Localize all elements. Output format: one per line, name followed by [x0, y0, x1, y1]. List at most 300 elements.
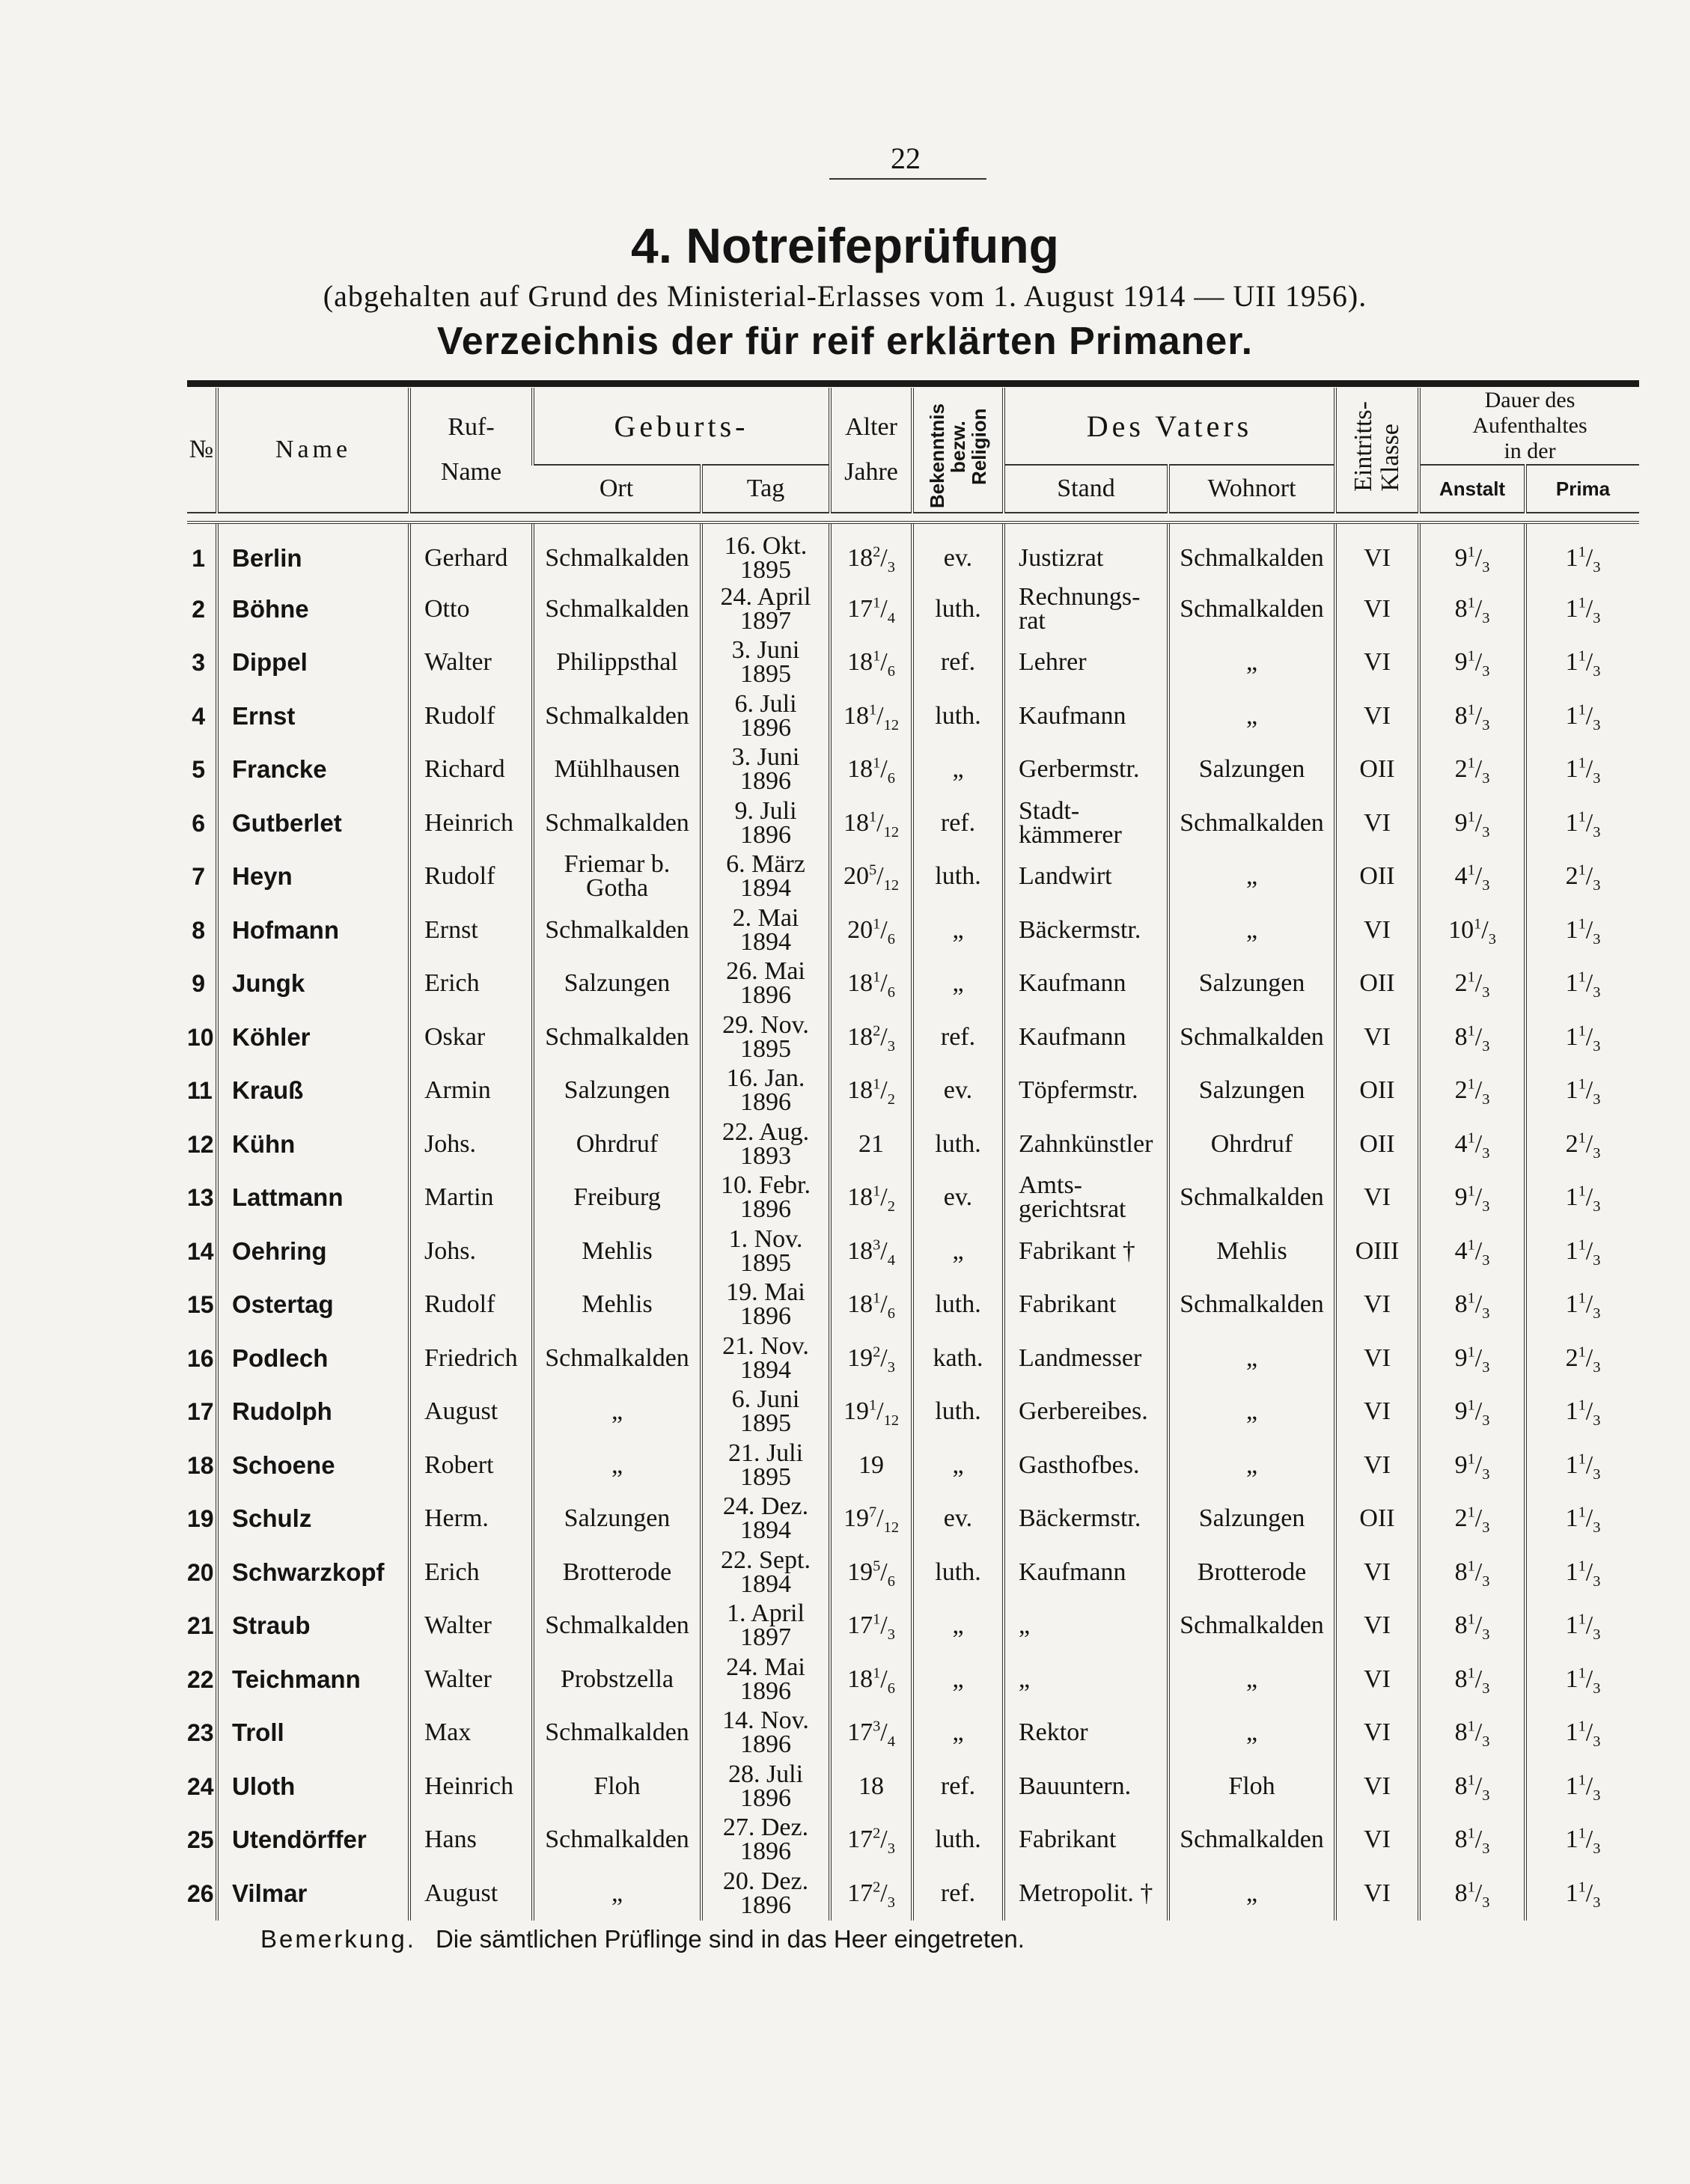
cell-wohnort: „: [1168, 1653, 1335, 1706]
cell-tag-year: 1895: [740, 1409, 791, 1438]
prima-denominator: 3: [1593, 1251, 1601, 1269]
alter-denominator: 6: [887, 1305, 895, 1323]
cell-stand: Kaufmann: [1004, 689, 1168, 743]
alter-denominator: 12: [883, 877, 900, 894]
prima-numerator: 1: [1578, 1129, 1586, 1147]
prima-denominator: 3: [1593, 984, 1601, 1001]
anstalt-slash: /: [1474, 1772, 1483, 1800]
alter-numerator: 1: [873, 1290, 881, 1307]
prima-slash: /: [1585, 1825, 1593, 1854]
table-row: [187, 1760, 1639, 1814]
cell-name: Troll: [217, 1706, 409, 1760]
prima-denominator: 3: [1593, 1840, 1601, 1858]
anstalt-denominator: 3: [1482, 1840, 1490, 1858]
anstalt-denominator: 3: [1482, 558, 1490, 576]
anstalt-denominator: 3: [1482, 1037, 1490, 1055]
anstalt-denominator: 3: [1482, 1894, 1490, 1911]
alter-whole: 17: [847, 594, 873, 623]
cell-tag: [701, 1117, 830, 1171]
cell-wohnort: „: [1168, 636, 1335, 690]
cell-stand: Landmesser: [1004, 1332, 1168, 1385]
prima-whole: 1: [1565, 1183, 1578, 1212]
alter-slash: /: [880, 544, 888, 572]
alter-whole: 19: [858, 1451, 884, 1479]
anstalt-whole: 8: [1454, 1665, 1468, 1693]
alter-slash: /: [880, 594, 888, 623]
anstalt-whole: 8: [1454, 1718, 1468, 1747]
cell-stand: Gerbereibes.: [1004, 1385, 1168, 1439]
header-alter-line2: Jahre: [844, 458, 898, 486]
cell-bekenntnis: luth.: [912, 582, 1004, 636]
cell-stand: Kaufmann: [1004, 1546, 1168, 1599]
anstalt-slash: /: [1474, 755, 1483, 784]
cell-name: Teichmann: [217, 1653, 409, 1706]
alter-numerator: 2: [873, 1343, 881, 1361]
cell-klasse: VI: [1335, 1867, 1419, 1921]
cell-nr: 10: [187, 1023, 214, 1051]
table-body: [187, 522, 1639, 1921]
alter-numerator: 1: [873, 969, 881, 986]
cell-prima: [1525, 1492, 1639, 1546]
prima-slash: /: [1585, 969, 1593, 998]
cell-klasse: OII: [1335, 850, 1419, 904]
anstalt-slash: /: [1474, 1397, 1483, 1426]
cell-nr: 20: [187, 1558, 214, 1586]
cell-stand: Gerbermstr.: [1004, 743, 1168, 797]
alter-slash: /: [880, 1665, 888, 1693]
cell-tag-day: 14. Nov.: [722, 1706, 809, 1735]
alter-numerator: 1: [868, 1397, 877, 1414]
cell-name: Lattmann: [217, 1171, 409, 1225]
cell-klasse: OII: [1335, 1064, 1419, 1118]
alter-numerator: 1: [873, 594, 881, 611]
alter-slash: /: [880, 1343, 888, 1372]
cell-stand: Metropolit. †: [1004, 1867, 1168, 1921]
prima-denominator: 3: [1593, 930, 1601, 948]
cell-name: Vilmar: [217, 1867, 409, 1921]
header-dauer-line2: Aufenthaltes: [1472, 413, 1587, 438]
anstalt-numerator: 1: [1467, 1183, 1475, 1200]
cell-prima: [1525, 1760, 1639, 1814]
cell-ort: Mehlis: [533, 1278, 701, 1332]
alter-whole: 18: [847, 969, 873, 998]
prima-slash: /: [1585, 1290, 1593, 1319]
anstalt-denominator: 3: [1482, 1465, 1490, 1483]
cell-bekenntnis: ev.: [912, 1064, 1004, 1118]
cell-prima: [1525, 1064, 1639, 1118]
anstalt-whole: 2: [1454, 1076, 1468, 1105]
cell-nr: 6: [192, 809, 205, 837]
cell-klasse: VI: [1335, 1599, 1419, 1653]
cell-anstalt: [1419, 689, 1525, 743]
cell-tag: [701, 636, 830, 690]
prima-slash: /: [1585, 1343, 1593, 1372]
cell-alter: [830, 1117, 912, 1171]
anstalt-whole: 2: [1454, 969, 1468, 998]
cell-bekenntnis: ref.: [912, 636, 1004, 690]
cell-tag-day: 1. Nov.: [728, 1224, 803, 1253]
cell-rufname: August: [409, 1385, 533, 1439]
header-eintritts: [1335, 388, 1419, 513]
anstalt-numerator: 1: [1467, 808, 1475, 826]
anstalt-whole: 9: [1454, 1343, 1468, 1372]
cell-nr: 5: [192, 756, 205, 784]
cell-anstalt: [1419, 1278, 1525, 1332]
cell-name: Schoene: [217, 1439, 409, 1492]
cell-bekenntnis: „: [912, 1706, 1004, 1760]
alter-denominator: 12: [883, 823, 900, 841]
cell-tag-year: 1896: [740, 1891, 791, 1919]
cell-tag: [701, 1064, 830, 1118]
cell-nr: 15: [187, 1291, 214, 1319]
cell-rufname: Otto: [409, 582, 533, 636]
prima-whole: 1: [1565, 969, 1578, 998]
cell-alter: [830, 957, 912, 1011]
alter-whole: 17: [847, 1718, 873, 1747]
prima-denominator: 3: [1593, 1358, 1601, 1376]
anstalt-numerator: 1: [1467, 1504, 1475, 1521]
anstalt-numerator: 1: [1467, 1718, 1475, 1735]
cell-stand: Zahnkünstler: [1004, 1117, 1168, 1171]
cell-tag: [701, 796, 830, 850]
anstalt-slash: /: [1474, 1343, 1483, 1372]
cell-tag: [701, 850, 830, 904]
cell-tag-day: 6. Juni: [731, 1385, 800, 1414]
cell-tag: [701, 957, 830, 1011]
prima-slash: /: [1585, 701, 1593, 730]
header-vater: Des Vaters: [1004, 388, 1335, 465]
cell-tag-day: 16. Okt.: [724, 532, 808, 560]
table-row: [187, 689, 1639, 743]
cell-ort: Schmalkalden: [533, 796, 701, 850]
anstalt-whole: 9: [1454, 544, 1468, 572]
anstalt-denominator: 3: [1482, 823, 1490, 841]
table-row: [187, 850, 1639, 904]
anstalt-whole: 8: [1454, 1290, 1468, 1319]
alter-whole: 18: [847, 1290, 873, 1319]
cell-wohnort: Salzungen: [1168, 1492, 1335, 1546]
cell-prima: [1525, 1814, 1639, 1867]
cell-tag-day: 6. Juli: [734, 689, 797, 718]
cell-name: Oehring: [217, 1224, 409, 1278]
header-anstalt: Anstalt: [1419, 465, 1525, 513]
cell-nr: 17: [187, 1398, 214, 1426]
alter-slash: /: [876, 808, 884, 837]
prima-whole: 1: [1565, 1665, 1578, 1693]
prima-whole: 1: [1565, 755, 1578, 784]
anstalt-whole: 4: [1454, 1129, 1468, 1158]
anstalt-whole: 8: [1454, 594, 1468, 623]
alter-numerator: 1: [873, 1076, 881, 1093]
alter-denominator: 6: [887, 1573, 895, 1590]
alter-denominator: 2: [887, 1091, 895, 1108]
cell-ort: „: [533, 1385, 701, 1439]
cell-prima: [1525, 689, 1639, 743]
cell-name: Köhler: [217, 1010, 409, 1064]
cell-tag-year: 1896: [740, 820, 791, 849]
cell-wohnort: „: [1168, 1439, 1335, 1492]
header-dauer: [1419, 388, 1639, 465]
cell-ort: Mühlhausen: [533, 743, 701, 797]
alter-denominator: 6: [887, 663, 895, 680]
cell-tag-day: 3. Juni: [731, 743, 800, 772]
cell-nr: 9: [192, 970, 205, 998]
cell-tag-year: 1894: [740, 1570, 791, 1598]
cell-tag-year: 1895: [740, 1462, 791, 1491]
prima-denominator: 3: [1593, 1198, 1601, 1215]
cell-rufname: Herm.: [409, 1492, 533, 1546]
cell-bekenntnis: luth.: [912, 1385, 1004, 1439]
alter-slash: /: [880, 969, 888, 998]
anstalt-denominator: 3: [1482, 663, 1490, 680]
header-prima: Prima: [1525, 465, 1639, 513]
prima-slash: /: [1585, 1772, 1593, 1800]
cell-tag-day: 10. Febr.: [721, 1171, 811, 1200]
cell-wohnort: Brotterode: [1168, 1546, 1335, 1599]
alter-whole: 19: [847, 1343, 873, 1372]
anstalt-denominator: 3: [1482, 1733, 1490, 1751]
cell-stand: Kaufmann: [1004, 957, 1168, 1011]
anstalt-numerator: 1: [1467, 647, 1475, 665]
cell-tag: [701, 522, 830, 582]
alter-denominator: 6: [887, 930, 895, 948]
cell-klasse: VI: [1335, 1278, 1419, 1332]
anstalt-slash: /: [1474, 808, 1483, 837]
cell-tag-year: 1896: [740, 1302, 791, 1331]
anstalt-denominator: 3: [1482, 1412, 1490, 1430]
cell-tag: [701, 1599, 830, 1653]
cell-alter: [830, 1814, 912, 1867]
cell-tag-year: 1896: [740, 713, 791, 742]
cell-ort: Schmalkalden: [533, 1814, 701, 1867]
cell-rufname: Johs.: [409, 1224, 533, 1278]
cell-klasse: VI: [1335, 1546, 1419, 1599]
cell-ort: Schmalkalden: [533, 582, 701, 636]
anstalt-numerator: 1: [1467, 701, 1475, 719]
cell-anstalt: [1419, 1706, 1525, 1760]
alter-numerator: 1: [873, 915, 881, 933]
cell-tag: [701, 1814, 830, 1867]
cell-stand: Fabrikant: [1004, 1278, 1168, 1332]
cell-prima: [1525, 1385, 1639, 1439]
table-row: [187, 1064, 1639, 1118]
cell-alter: [830, 1546, 912, 1599]
cell-ort: Salzungen: [533, 1492, 701, 1546]
prima-numerator: 1: [1578, 1879, 1586, 1896]
alter-slash: /: [876, 862, 884, 891]
alter-whole: 18: [847, 544, 873, 572]
cell-anstalt: [1419, 903, 1525, 957]
prima-slash: /: [1585, 1611, 1593, 1640]
cell-klasse: VI: [1335, 903, 1419, 957]
prima-numerator: 1: [1578, 1076, 1586, 1093]
anstalt-denominator: 3: [1482, 716, 1490, 733]
cell-rufname: Walter: [409, 1599, 533, 1653]
alter-numerator: 2: [873, 1022, 881, 1040]
anstalt-slash: /: [1474, 544, 1483, 572]
cell-wohnort: „: [1168, 1706, 1335, 1760]
cell-anstalt: [1419, 743, 1525, 797]
cell-tag: [701, 1546, 830, 1599]
anstalt-whole: 9: [1454, 1183, 1468, 1212]
cell-bekenntnis: luth.: [912, 1546, 1004, 1599]
cell-ort: Schmalkalden: [533, 1599, 701, 1653]
cell-rufname: Oskar: [409, 1010, 533, 1064]
prima-numerator: 1: [1578, 1343, 1586, 1361]
cell-tag: [701, 689, 830, 743]
cell-nr: 23: [187, 1719, 214, 1747]
cell-stand: Töpfermstr.: [1004, 1064, 1168, 1118]
cell-anstalt: [1419, 1546, 1525, 1599]
header-separator: [187, 513, 1639, 522]
anstalt-denominator: 3: [1482, 1573, 1490, 1590]
page-title: 4. Notreifeprüfung: [631, 218, 1059, 273]
cell-prima: [1525, 1653, 1639, 1706]
cell-stand: Fabrikant †: [1004, 1224, 1168, 1278]
alter-slash: /: [880, 915, 888, 944]
prima-denominator: 3: [1593, 716, 1601, 733]
alter-slash: /: [880, 1022, 888, 1051]
alter-slash: /: [880, 1076, 888, 1105]
cell-name: Straub: [217, 1599, 409, 1653]
anstalt-denominator: 3: [1482, 984, 1490, 1001]
cell-rufname: Robert: [409, 1439, 533, 1492]
cell-alter: [830, 1492, 912, 1546]
anstalt-slash: /: [1474, 1558, 1483, 1586]
cell-rufname: Martin: [409, 1171, 533, 1225]
table-row: [187, 522, 1639, 582]
anstalt-denominator: 3: [1482, 1251, 1490, 1269]
cell-tag-year: 1895: [740, 556, 791, 582]
alter-denominator: 3: [887, 1358, 895, 1376]
table-row: [187, 1867, 1639, 1921]
cell-rufname: Erich: [409, 1546, 533, 1599]
cell-rufname: Erich: [409, 957, 533, 1011]
cell-klasse: OIII: [1335, 1224, 1419, 1278]
cell-bekenntnis: „: [912, 1653, 1004, 1706]
header-eintritts-line2: Klasse: [1376, 424, 1405, 492]
cell-tag-day: 20. Dez.: [722, 1867, 809, 1895]
anstalt-slash: /: [1474, 1183, 1483, 1212]
cell-tag: [701, 1706, 830, 1760]
cell-alter: [830, 636, 912, 690]
anstalt-numerator: 1: [1467, 1129, 1475, 1147]
cell-prima: [1525, 1171, 1639, 1225]
cell-wohnort: „: [1168, 903, 1335, 957]
prima-whole: 1: [1565, 1022, 1578, 1051]
anstalt-slash: /: [1474, 1129, 1483, 1158]
prima-numerator: 1: [1578, 754, 1586, 772]
table-row: [187, 1439, 1639, 1492]
anstalt-denominator: 3: [1482, 1358, 1490, 1376]
anstalt-numerator: 1: [1467, 1879, 1475, 1896]
cell-prima: [1525, 582, 1639, 636]
prima-numerator: 1: [1578, 1451, 1586, 1468]
remark-label: Bemerkung.: [260, 1925, 416, 1953]
alter-numerator: 7: [868, 1504, 877, 1521]
cell-prima: [1525, 1117, 1639, 1171]
cell-name: Schulz: [217, 1492, 409, 1546]
cell-wohnort: „: [1168, 1867, 1335, 1921]
cell-bekenntnis: ref.: [912, 1010, 1004, 1064]
prima-numerator: 1: [1578, 1611, 1586, 1628]
cell-nr: 3: [192, 649, 205, 677]
header-dauer-line1: Dauer des: [1484, 388, 1575, 412]
cell-anstalt: [1419, 636, 1525, 690]
cell-tag-year: 1895: [740, 1034, 791, 1063]
cell-klasse: VI: [1335, 796, 1419, 850]
prima-whole: 1: [1565, 1558, 1578, 1586]
anstalt-whole: 9: [1454, 1397, 1468, 1426]
header-eintritts-line1: Eintritts-: [1349, 401, 1378, 492]
cell-tag-year: 1897: [740, 606, 791, 635]
cell-bekenntnis: ev.: [912, 1171, 1004, 1225]
prima-numerator: 1: [1578, 1290, 1586, 1307]
alter-whole: 18: [847, 1022, 873, 1051]
cell-prima: [1525, 1439, 1639, 1492]
cell-name: Uloth: [217, 1760, 409, 1814]
cell-nr: 13: [187, 1184, 214, 1212]
anstalt-slash: /: [1474, 1879, 1483, 1907]
anstalt-whole: 2: [1454, 1504, 1468, 1533]
cell-rufname: Heinrich: [409, 1760, 533, 1814]
alter-whole: 20: [843, 862, 869, 891]
cell-prima: [1525, 796, 1639, 850]
top-rule: [187, 380, 1639, 387]
prima-whole: 1: [1565, 1504, 1578, 1533]
alter-numerator: 1: [868, 701, 877, 719]
alter-whole: 18: [847, 755, 873, 784]
cell-tag: [701, 1278, 830, 1332]
prima-whole: 1: [1565, 1397, 1578, 1426]
cell-tag-day: 1. April: [727, 1599, 805, 1628]
anstalt-numerator: 1: [1467, 1236, 1475, 1254]
alter-denominator: 4: [887, 1733, 895, 1751]
cell-stand: Landwirt: [1004, 850, 1168, 904]
page-number-rule: [829, 178, 986, 180]
cell-nr: 22: [187, 1665, 214, 1693]
anstalt-numerator: 1: [1467, 1343, 1475, 1361]
cell-tag-year: 1894: [740, 874, 791, 903]
cell-alter: [830, 522, 912, 582]
anstalt-numerator: 1: [1467, 1772, 1475, 1789]
cell-bekenntnis: „: [912, 743, 1004, 797]
alter-denominator: 2: [887, 1198, 895, 1215]
cell-stand: Kaufmann: [1004, 1010, 1168, 1064]
alter-whole: 18: [843, 701, 869, 730]
prima-whole: 1: [1565, 544, 1578, 572]
table-row: [187, 957, 1639, 1011]
prima-denominator: 3: [1593, 1573, 1601, 1590]
cell-tag-year: 1896: [740, 981, 791, 1010]
cell-tag-year: 1894: [740, 1516, 791, 1545]
cell-klasse: VI: [1335, 689, 1419, 743]
prima-denominator: 3: [1593, 1626, 1601, 1644]
cell-tag-day: 24. April: [720, 582, 811, 611]
table-row: [187, 1599, 1639, 1653]
cell-nr: 25: [187, 1826, 214, 1854]
table-row: [187, 1010, 1639, 1064]
prima-whole: 1: [1565, 1236, 1578, 1265]
table-row: [187, 1171, 1639, 1225]
cell-rufname: Gerhard: [409, 522, 533, 582]
cell-wohnort: Salzungen: [1168, 743, 1335, 797]
prima-denominator: 3: [1593, 1787, 1601, 1804]
prima-slash: /: [1585, 1665, 1593, 1693]
prima-numerator: 1: [1578, 1022, 1586, 1040]
cell-rufname: Richard: [409, 743, 533, 797]
prima-numerator: 1: [1578, 1504, 1586, 1521]
